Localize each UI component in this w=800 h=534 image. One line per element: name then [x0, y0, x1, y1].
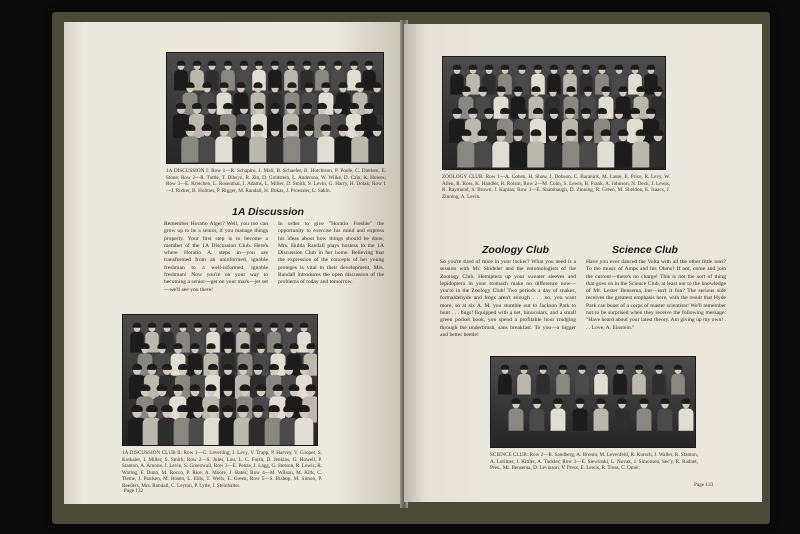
- person-figure: [551, 399, 566, 431]
- person-figure: [632, 130, 649, 167]
- person-figure: [492, 130, 509, 167]
- person-figure: [266, 125, 283, 162]
- science-club-caption: SCIENCE CLUB: Row 2—R. Sandberg, A. Bronin, M. Levenfeld, R. Kursch, J. Waller, R. Stanton, A. Lorimer, J. Kittler, A. Tackler; Row 1—E. Siewinski, L. Novak, J. Simonsen, Sec'y, R. Radnet, Pres., Mr. Bensema, D. Levinson, V. Press, E. Lewis, R. Tress, C. Omer.: [490, 452, 698, 472]
- person-figure: [294, 406, 313, 446]
- 1a-discussion-col-2: In order to give "Horatio Freshie" the opportunity to exercise his mind and express his ideas about how things should be done, Mrs. Hulda Randall plays hostess to the 1A Discussion Club in her home. Believing that the expression of the concepts of her young proteges is vital to their development, Mrs. Randall introduces the open discussion of the problems of today and tomorrow.: [278, 221, 384, 286]
- 1a-discussion-heading: 1A Discussion: [232, 206, 304, 218]
- person-figure: [671, 366, 685, 395]
- person-figure: [658, 399, 673, 431]
- right-page: [404, 24, 762, 502]
- science-club-photo: [490, 356, 696, 448]
- person-figure: [562, 130, 579, 167]
- 1a-discussion-ii-photo: [122, 314, 318, 446]
- person-figure: [510, 130, 527, 167]
- person-figure: [232, 125, 249, 162]
- 1a-discussion-i-photo: [166, 52, 384, 164]
- person-figure: [283, 125, 300, 162]
- zoology-club-caption: ZOOLOGY CLUB: Row 1—A. Cohen, H. Shaw, J. Dobson, C. Baranick, M. Lasse, E. Price, R. Levy, W. Allen, R. Ross, K. Handler, R. Roisin; Row 2—M. Cohn, S. Lewis, B. Frank, A. Johnson, N. Deck, J. Lewis, R. Raymond, S. Brown, J. Kaplan; Row 3—E. Shambaugh, D. Zinning, R. Green, M. Sheldon, E. Isaacs, J. Zinning, A. Levin.: [442, 174, 670, 200]
- person-figure: [527, 130, 544, 167]
- person-figure: [615, 130, 632, 167]
- person-figure: [594, 366, 608, 395]
- person-figure: [580, 130, 597, 167]
- science-club-heading: Science Club: [612, 244, 678, 256]
- person-figure: [198, 125, 215, 162]
- person-figure: [572, 399, 587, 431]
- person-figure: [475, 130, 492, 167]
- person-figure: [597, 130, 614, 167]
- 1a-discussion-i-caption: 1A DISCUSSION I: Row 1—R. Schapiro, J. Mall, B. Schaefer, B. Hutchison, P. Poole, C. Dierken, E. Stone; Row 2—R. Tuttle, T. Dibsyn, R. Zin, D. Goldstein, L. Anderson, W. Wilke, D. Cain, K. Howes; Row 3—E. Kretchen, L. Rosenthal, J. Adams, L. Miller, D. Smith, S. Levin, G. Harry, H. Dolak; Row 1—J. Ricker, B. Holmes, P. Rigger, M. Randall, H. Bokas, J. Proessler, L. Sakin.: [166, 168, 386, 194]
- page-number-left: Page 132: [124, 488, 144, 494]
- person-figure: [368, 125, 384, 162]
- zoology-club-photo: [442, 56, 666, 170]
- 1a-discussion-ii-caption: 1A DISCUSSION CLUB II: Row 1—G. Leverling, J. Levy, V. Trapp, P. Harvey, V. Cooper, S. Kotkaler, I. Miller, S. Smith; Row 2—S. Jules, Lou, L. C. Forth, D. Jenkins, G. Howell, P. Stanton, A. Arnone, J. Levin, S. Greenwall, Row 3—E. Penze, J. Lagg, G. Stetson, R. Lewis, R. Waring, F. Dunn, M. Rocco, P. Rice, A. Moore, J. Bates; Row 4—M. Wilson, M. Kirk, C. Tieme, J. Paulsen, M. Rosen, L. Ellis, T. Wells, E. Green; Row 5—S. Bishop, M. Simon, P. Reeders, Mrs. Randall, C. Leyton, P. Lytle, I. Steinhalter.: [122, 450, 322, 489]
- person-figure: [615, 399, 630, 431]
- zoology-club-text: So you're tired of mice in your locker? What you need is a session with Mr. Shideler and the entomologists of the Zoology Club. Hemiptera up your sweater sleeves and lepidoptera in your stomach make no difference now—you're in the Zoology Club! Two periods a day of snakes, formaldehyde and frogs aren't enough . . . no, you want more, so at six A. M. you stumble out to Jackson Park to hunt . . . bugs! Equipped with a net, binoculars, and a small green pocket book, you spend a profitable hour trudging through the underbrush, sans breakfast. To you—a bigger and better beetle!: [440, 259, 576, 338]
- person-figure: [652, 366, 666, 395]
- person-figure: [650, 130, 666, 167]
- person-figure: [300, 125, 317, 162]
- person-figure: [215, 125, 232, 162]
- person-figure: [457, 130, 474, 167]
- person-figure: [545, 130, 562, 167]
- person-figure: [181, 125, 198, 162]
- person-figure: [636, 399, 651, 431]
- page-number-right: Page 133: [694, 482, 714, 488]
- person-figure: [517, 366, 531, 395]
- person-figure: [679, 399, 694, 431]
- person-figure: [633, 366, 647, 395]
- science-club-text: Have you ever danced the Volta with all the other little ions? To the music of Amps and his Ohms? If not, come and join the current—there's no charge! This is not the sort of thing that goes on in the Science Club, at least not to the knowledge of Mr. Lester Bensema, but—isn't it fun? The serious side receives the greatest emphasis here, with the result that Hyde Park can boast of a corps of master scientists! We'll remember not to be surprised when they receive the following message: "Have heard about your latest theory. Am giving up my own! . . . Love, A. Einstein.": [586, 259, 726, 331]
- person-figure: [317, 125, 334, 162]
- person-figure: [575, 366, 589, 395]
- person-figure: [508, 399, 523, 431]
- zoology-club-heading: Zoology Club: [482, 244, 550, 256]
- left-page: [64, 22, 402, 504]
- person-figure: [530, 399, 545, 431]
- person-figure: [249, 125, 266, 162]
- person-figure: [334, 125, 351, 162]
- person-figure: [537, 366, 551, 395]
- person-figure: [594, 399, 609, 431]
- person-figure: [556, 366, 570, 395]
- person-figure: [613, 366, 627, 395]
- 1a-discussion-col-1: Remember Horatio Alger? Well, you too can grow up to be a senior, if you manage things properly. Your first step is to become a member of the 1A Discussion Club. Here's where Horatio A. steps in—you are transformed from an uninformed, ignoble freshman to a well-informed, ignoble freshman! Now you're on your way to becoming a senior—get on your mark—jet set—we'll see you there!: [164, 221, 268, 293]
- person-figure: [351, 125, 368, 162]
- person-figure: [498, 366, 512, 395]
